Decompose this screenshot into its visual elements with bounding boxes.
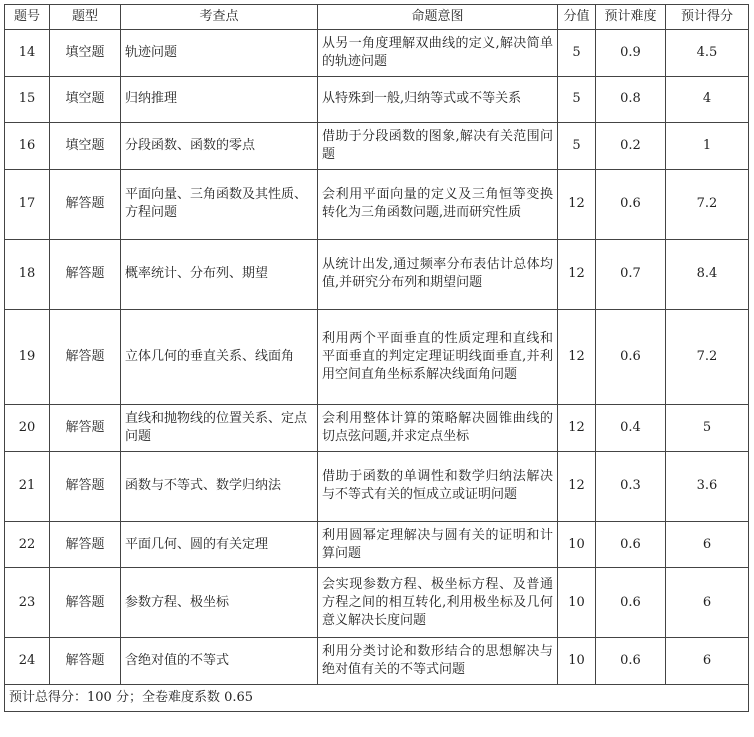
score-cell: 10 <box>558 568 596 638</box>
difficulty-cell: 0.3 <box>596 451 666 521</box>
exam-point-cell: 含绝对值的不等式 <box>121 638 318 685</box>
question-number-cell: 21 <box>5 451 50 521</box>
score-cell: 12 <box>558 405 596 452</box>
question-number-cell: 24 <box>5 638 50 685</box>
intent-cell: 会利用平面向量的定义及三角恒等变换转化为三角函数问题,进而研究性质 <box>318 169 558 239</box>
question-number-cell: 16 <box>5 123 50 170</box>
intent-cell: 从特殊到一般,归纳等式或不等关系 <box>318 76 558 123</box>
question-number-cell: 14 <box>5 30 50 77</box>
question-type-cell: 填空题 <box>50 30 121 77</box>
score-cell: 12 <box>558 239 596 309</box>
expected-score-cell: 4.5 <box>666 30 749 77</box>
difficulty-cell: 0.4 <box>596 405 666 452</box>
intent-cell: 利用分类讨论和数形结合的思想解决与绝对值有关的不等式问题 <box>318 638 558 685</box>
expected-score-cell: 8.4 <box>666 239 749 309</box>
expected-score-cell: 1 <box>666 123 749 170</box>
intent-cell: 利用两个平面垂直的性质定理和直线和平面垂直的判定定理证明线面垂直,并利用空间直角坐标系解决线面角问题 <box>318 309 558 404</box>
table-row <box>5 568 749 638</box>
table-row <box>5 123 749 170</box>
score-cell: 10 <box>558 521 596 568</box>
question-number-cell: 22 <box>5 521 50 568</box>
question-type-cell: 解答题 <box>50 239 121 309</box>
intent-cell: 从另一角度理解双曲线的定义,解决简单的轨迹问题 <box>318 30 558 77</box>
score-cell: 5 <box>558 76 596 123</box>
exam-point-cell: 分段函数、函数的零点 <box>121 123 318 170</box>
table-row <box>5 30 749 77</box>
expected-score-cell: 7.2 <box>666 169 749 239</box>
header-cell: 命题意图 <box>318 5 558 30</box>
intent-cell: 借助于函数的单调性和数学归纳法解决与不等式有关的恒成立或证明问题 <box>318 451 558 521</box>
exam-point-cell: 平面几何、圆的有关定理 <box>121 521 318 568</box>
intent-cell: 会实现参数方程、极坐标方程、及普通方程之间的相互转化,利用极坐标及几何意义解决长度问题 <box>318 568 558 638</box>
total-summary: 预计总得分：100 分；全卷难度系数 0.65 <box>5 685 749 712</box>
question-number-cell: 17 <box>5 169 50 239</box>
intent-cell: 从统计出发,通过频率分布表估计总体均值,并研究分布列和期望问题 <box>318 239 558 309</box>
intent-cell: 利用圆幂定理解决与圆有关的证明和计算问题 <box>318 521 558 568</box>
question-number-cell: 18 <box>5 239 50 309</box>
question-number-cell: 15 <box>5 76 50 123</box>
header-cell: 预计难度 <box>596 5 666 30</box>
exam-point-cell: 平面向量、三角函数及其性质、方程问题 <box>121 169 318 239</box>
question-type-cell: 解答题 <box>50 568 121 638</box>
expected-score-cell: 7.2 <box>666 309 749 404</box>
score-cell: 10 <box>558 638 596 685</box>
question-number-cell: 20 <box>5 405 50 452</box>
expected-score-cell: 4 <box>666 76 749 123</box>
header-row <box>5 5 749 30</box>
intent-cell: 借助于分段函数的图象,解决有关范围问题 <box>318 123 558 170</box>
question-type-cell: 解答题 <box>50 451 121 521</box>
header-cell: 题型 <box>50 5 121 30</box>
question-type-cell: 填空题 <box>50 123 121 170</box>
difficulty-cell: 0.6 <box>596 309 666 404</box>
expected-score-cell: 6 <box>666 638 749 685</box>
exam-point-cell: 立体几何的垂直关系、线面角 <box>121 309 318 404</box>
exam-point-cell: 函数与不等式、数学归纳法 <box>121 451 318 521</box>
difficulty-cell: 0.6 <box>596 568 666 638</box>
table-row <box>5 169 749 239</box>
score-cell: 12 <box>558 309 596 404</box>
question-type-cell: 解答题 <box>50 521 121 568</box>
table-row <box>5 638 749 685</box>
question-type-cell: 填空题 <box>50 76 121 123</box>
score-cell: 5 <box>558 123 596 170</box>
difficulty-cell: 0.2 <box>596 123 666 170</box>
expected-score-cell: 6 <box>666 568 749 638</box>
exam-point-cell: 轨迹问题 <box>121 30 318 77</box>
question-type-cell: 解答题 <box>50 309 121 404</box>
exam-point-cell: 归纳推理 <box>121 76 318 123</box>
difficulty-cell: 0.8 <box>596 76 666 123</box>
difficulty-cell: 0.6 <box>596 521 666 568</box>
table-row <box>5 451 749 521</box>
difficulty-cell: 0.7 <box>596 239 666 309</box>
exam-point-cell: 概率统计、分布列、期望 <box>121 239 318 309</box>
difficulty-cell: 0.6 <box>596 169 666 239</box>
question-number-cell: 23 <box>5 568 50 638</box>
header-cell: 预计得分 <box>666 5 749 30</box>
table-row <box>5 521 749 568</box>
question-number-cell: 19 <box>5 309 50 404</box>
table-body <box>5 30 749 685</box>
score-cell: 12 <box>558 451 596 521</box>
header-cell: 题号 <box>5 5 50 30</box>
question-type-cell: 解答题 <box>50 638 121 685</box>
table-row <box>5 239 749 309</box>
exam-analysis-table <box>4 4 749 712</box>
expected-score-cell: 3.6 <box>666 451 749 521</box>
difficulty-cell: 0.6 <box>596 638 666 685</box>
header-cell: 考查点 <box>121 5 318 30</box>
footer-row <box>5 685 749 712</box>
difficulty-cell: 0.9 <box>596 30 666 77</box>
exam-point-cell: 参数方程、极坐标 <box>121 568 318 638</box>
intent-cell: 会利用整体计算的策略解决圆锥曲线的切点弦问题,并求定点坐标 <box>318 405 558 452</box>
table-row <box>5 309 749 404</box>
table-row <box>5 405 749 452</box>
question-type-cell: 解答题 <box>50 405 121 452</box>
header-cell: 分值 <box>558 5 596 30</box>
score-cell: 5 <box>558 30 596 77</box>
expected-score-cell: 6 <box>666 521 749 568</box>
table-row <box>5 76 749 123</box>
exam-point-cell: 直线和抛物线的位置关系、定点问题 <box>121 405 318 452</box>
score-cell: 12 <box>558 169 596 239</box>
question-type-cell: 解答题 <box>50 169 121 239</box>
expected-score-cell: 5 <box>666 405 749 452</box>
